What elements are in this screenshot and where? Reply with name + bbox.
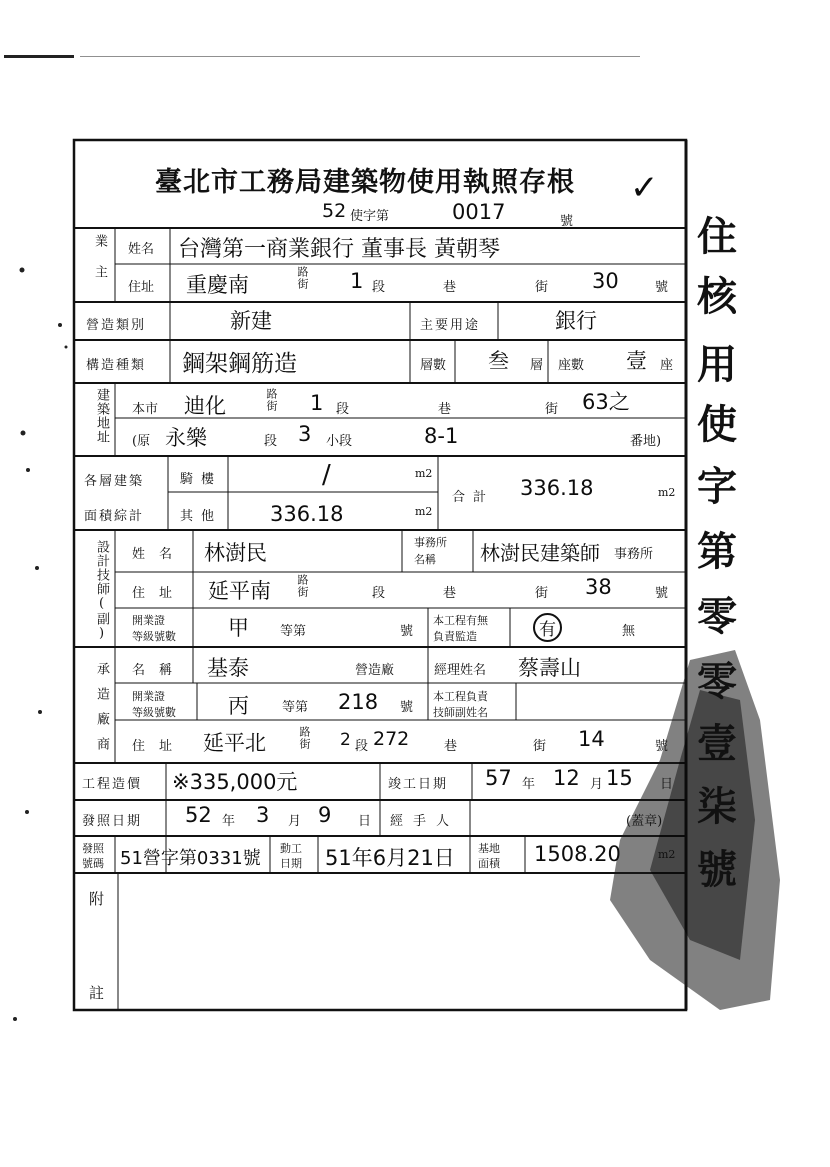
contractor-address-label: 住址 <box>132 739 187 754</box>
site-lot: 8-1 <box>424 424 459 448</box>
other-label: 其他 <box>180 509 223 524</box>
owner-road: 重慶南 <box>186 273 249 297</box>
completion-day-label: 日 <box>660 777 674 792</box>
designer-name: 林澍民 <box>204 541 267 565</box>
handler-label: 經手人 <box>390 814 460 829</box>
margin-text-7: 零 <box>697 593 737 640</box>
build-permit-label-1: 發照 <box>82 842 104 855</box>
total-value: 336.18 <box>520 476 594 500</box>
floors-value: 叁 <box>488 349 509 373</box>
site-road-label: 路街 <box>265 388 278 412</box>
margin-text-4: 使 <box>697 401 737 448</box>
designer-office-suffix: 事務所 <box>614 547 654 562</box>
designer-number: 38 <box>585 575 612 599</box>
site-orig-area: 永樂 <box>165 426 207 450</box>
construction-type-value: 新建 <box>230 309 272 333</box>
land-area-label-1: 基地 <box>478 842 500 855</box>
site-section-label: 段 <box>336 402 350 417</box>
contractor-tech-label-2: 技師副姓名 <box>433 706 488 719</box>
remarks-label-1: 附 <box>89 890 105 908</box>
permit-number: 0017 <box>452 200 506 224</box>
arcade-label: 騎樓 <box>180 472 223 487</box>
start-date-value: 51年6月21日 <box>325 846 455 870</box>
land-area-value: 1508.20 <box>534 842 621 866</box>
designer-cert-label-1: 開業證 <box>132 614 165 627</box>
land-area-label-2: 面積 <box>478 857 500 870</box>
margin-text-5: 字 <box>697 463 737 510</box>
completion-year-label: 年 <box>522 777 536 792</box>
ink-stain <box>610 650 780 1010</box>
structure-label: 構造種類 <box>86 358 147 373</box>
issue-day-label: 日 <box>358 814 372 829</box>
land-area-unit: m2 <box>658 848 676 861</box>
blocks-unit: 座 <box>660 358 674 373</box>
contractor-cert-mid: 等第 <box>282 700 309 715</box>
supervise-label-1: 本工程有無 <box>433 614 488 627</box>
margin-text-8: 零 <box>697 658 737 705</box>
designer-cert-grade: 甲 <box>228 616 249 640</box>
margin-text-10: 柒 <box>697 783 737 830</box>
contractor-manager-label: 經理姓名 <box>434 663 487 678</box>
main-use-label: 主要用途 <box>420 318 481 333</box>
owner-number: 30 <box>592 269 619 293</box>
floors-label: 層數 <box>420 358 447 373</box>
floor-area-label-2: 面積綜計 <box>84 509 145 524</box>
contractor-name-label: 名稱 <box>132 663 187 678</box>
site-orig-section-label: 段 <box>264 434 278 449</box>
site-number: 63之 <box>582 390 630 414</box>
owner-name: 台灣第一商業銀行 董事長 黃朝琴 <box>178 237 500 262</box>
other-unit: m2 <box>415 505 433 518</box>
contractor-cert-grade: 丙 <box>228 694 249 718</box>
completion-label: 竣工日期 <box>388 777 449 792</box>
margin-text-9: 壹 <box>697 720 737 767</box>
designer-office-label-1: 事務所 <box>414 536 447 549</box>
contractor-cert-suffix: 號 <box>400 700 414 715</box>
start-date-label-2: 日期 <box>280 857 302 870</box>
contractor-company-suffix: 營造廠 <box>355 663 395 678</box>
permit-suffix: 號 <box>560 214 574 229</box>
designer-group-label: 設計技師(副) <box>94 540 109 642</box>
contractor-street-label: 街 <box>533 739 547 754</box>
owner-name-label: 姓名 <box>128 242 155 257</box>
margin-text-1: 住 <box>697 213 737 260</box>
contractor-number: 14 <box>578 727 605 751</box>
site-road: 迪化 <box>184 394 226 418</box>
contractor-manager: 蔡壽山 <box>518 656 581 680</box>
issue-year: 52 <box>185 803 212 827</box>
contractor-name: 基泰 <box>207 656 249 680</box>
contractor-cert-number: 218 <box>338 690 379 714</box>
issue-month-label: 月 <box>288 814 302 829</box>
handler-seal-label: (蓋章) <box>626 814 663 829</box>
completion-day: 15 <box>606 766 633 790</box>
site-group-label: 建築地址 <box>94 388 109 444</box>
structure-value: 鋼架鋼筋造 <box>182 351 297 377</box>
contractor-number-label: 號 <box>655 739 669 754</box>
contractor-section: 2 <box>340 730 351 750</box>
completion-month: 12 <box>553 766 580 790</box>
owner-section: 1 <box>350 269 364 293</box>
designer-road-label: 路街 <box>296 574 309 598</box>
blocks-value: 壹 <box>626 349 647 373</box>
issue-month: 3 <box>256 803 270 827</box>
completion-month-label: 月 <box>590 777 604 792</box>
designer-office-label-2: 名稱 <box>414 553 436 566</box>
site-lane-label: 巷 <box>438 402 452 417</box>
floor-area-label-1: 各層建築 <box>84 474 145 489</box>
site-orig-label: (原 <box>132 434 151 449</box>
site-lot-label: 番地) <box>630 434 662 449</box>
margin-text-11: 號 <box>697 846 737 893</box>
contractor-road-label: 路街 <box>298 726 311 750</box>
check-mark: ✓ <box>630 168 659 208</box>
designer-cert-label-2: 等級號數 <box>132 630 176 643</box>
other-value: 336.18 <box>270 502 344 526</box>
margin-text-6: 第 <box>697 528 737 575</box>
permit-year: 52 <box>322 200 347 222</box>
designer-section-label: 段 <box>372 586 386 601</box>
margin-text-2: 核 <box>697 273 737 320</box>
owner-group-label: 業主 <box>92 234 107 296</box>
build-permit-value: 51營字第0331號 <box>120 848 261 869</box>
remarks-label-2: 註 <box>89 984 105 1002</box>
designer-address-label: 住址 <box>132 586 187 601</box>
supervise-label-2: 負責監造 <box>433 630 477 643</box>
owner-section-label: 段 <box>372 280 386 295</box>
contractor-lane: 272 <box>373 728 410 750</box>
site-street-label: 街 <box>545 402 559 417</box>
contractor-cert-label-2: 等級號數 <box>132 706 176 719</box>
permit-label: 使字第 <box>350 209 390 224</box>
supervise-yes: 有 <box>533 613 562 642</box>
margin-text-3: 用 <box>697 341 737 388</box>
supervise-no: 無 <box>622 624 636 639</box>
owner-road-label: 路街 <box>296 266 309 290</box>
cost-value: ※335,000元 <box>172 770 298 794</box>
owner-lane-label: 巷 <box>443 280 457 295</box>
main-use-value: 銀行 <box>555 309 597 333</box>
owner-street-label: 街 <box>535 280 549 295</box>
form-title: 臺北市工務局建築物使用執照存根 <box>155 167 575 198</box>
construction-type-label: 營造類別 <box>86 318 147 333</box>
designer-lane-label: 巷 <box>443 586 457 601</box>
build-permit-label-2: 號碼 <box>82 857 104 870</box>
designer-number-label: 號 <box>655 586 669 601</box>
contractor-section-label: 段 <box>355 739 369 754</box>
arcade-unit: m2 <box>415 467 433 480</box>
owner-number-label: 號 <box>655 280 669 295</box>
designer-cert-mid: 等第 <box>280 624 307 639</box>
contractor-tech-label-1: 本工程負責 <box>433 690 488 703</box>
start-date-label-1: 動工 <box>280 842 302 855</box>
issue-date-label: 發照日期 <box>82 814 143 829</box>
issue-day: 9 <box>318 803 332 827</box>
floors-unit: 層 <box>530 358 544 373</box>
designer-street-label: 街 <box>535 586 549 601</box>
contractor-lane-label: 巷 <box>444 739 458 754</box>
completion-year: 57 <box>485 766 512 790</box>
total-unit: m2 <box>658 486 676 499</box>
issue-year-label: 年 <box>222 814 236 829</box>
designer-road: 延平南 <box>208 579 271 603</box>
owner-address-label: 住址 <box>128 280 155 295</box>
contractor-cert-label-1: 開業證 <box>132 690 165 703</box>
contractor-road: 延平北 <box>203 731 266 755</box>
cost-label: 工程造價 <box>82 777 143 792</box>
arcade-value: / <box>322 460 331 490</box>
site-subsection-label: 小段 <box>326 434 353 449</box>
site-section: 1 <box>310 391 324 415</box>
contractor-group-label: 承造廠商 <box>94 662 109 762</box>
site-city-label: 本市 <box>132 402 159 417</box>
designer-office: 林澍民建築師 <box>480 541 600 565</box>
blocks-label: 座數 <box>558 358 585 373</box>
designer-name-label: 姓名 <box>132 547 187 562</box>
total-label: 合計 <box>452 490 495 505</box>
site-subsection: 3 <box>298 422 312 446</box>
designer-cert-suffix: 號 <box>400 624 414 639</box>
